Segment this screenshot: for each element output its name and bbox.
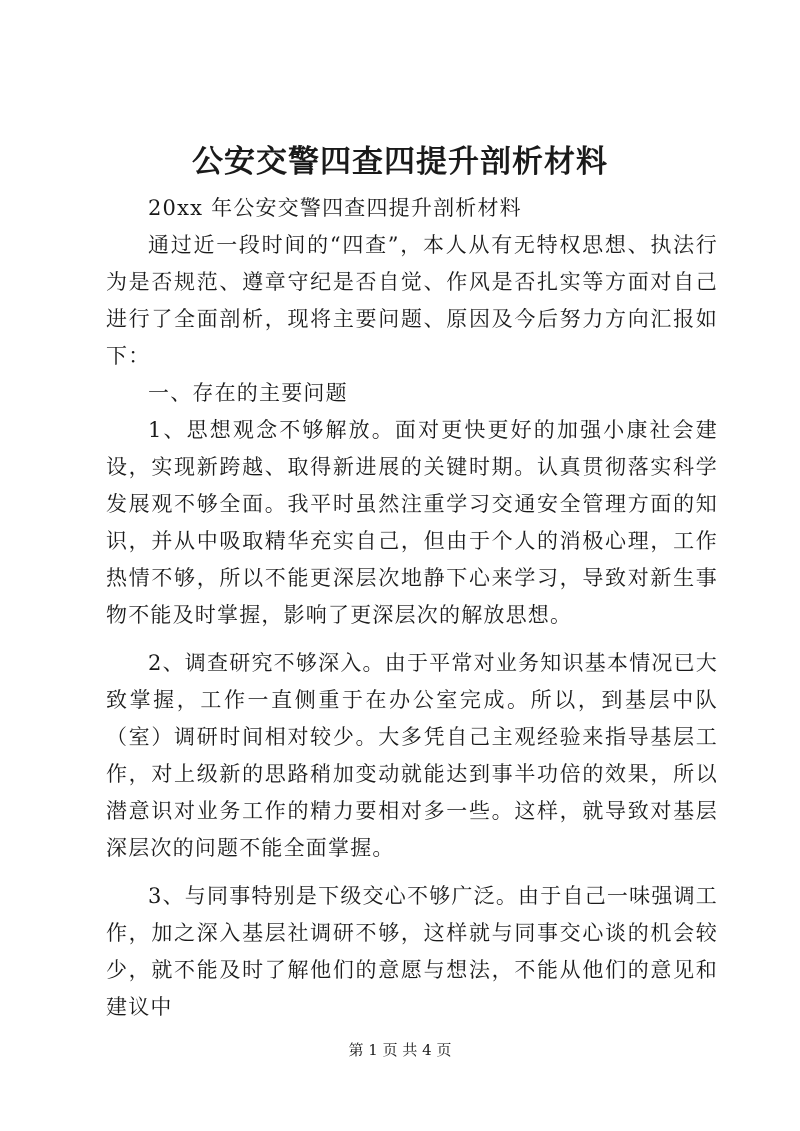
document-title: 公安交警四查四提升剖析材料 [192, 144, 608, 180]
subtitle-paragraph: 20xx 年公安交警四查四提升剖析材料 [148, 196, 522, 220]
problem-3-paragraph: 3、与同事特别是下级交心不够广泛。由于自己一味强调工作，加之深入基层社调研不够，这样就与同事交心谈的机会较少，就不能及时了解他们的意愿与想法，不能从他们的意见和建议中 [106, 884, 718, 1019]
page-footer: 第 1 页 共 4 页 [348, 1041, 452, 1059]
problem-2-paragraph: 2、调查研究不够深入。由于平常对业务知识基本情况已大致掌握，工作一直侧重于在办公室完成。所以，到基层中队（室）调研时间相对较少。大多凭自己主观经验来指导基层工作，对上级新的思路稍加变动就能达到事半功倍的效果，所以潜意识对业务工作的精力要相对多一些。这样，就导致对基层深层次的问题不能全面掌握。 [106, 651, 718, 860]
document-body [106, 190, 718, 1026]
section-heading: 一、存在的主要问题 [148, 381, 348, 405]
problem-1-paragraph: 1、思想观念不够解放。面对更快更好的加强小康社会建设，实现新跨越、取得新进展的关键时期。认真贯彻落实科学发展观不够全面。我平时虽然注重学习交通安全管理方面的知识，并从中吸取精华充实自己，但由于个人的消极心理，工作热情不够，所以不能更深层次地静下心来学习，导致对新生事物不能及时掌握，影响了更深层次的解放思想。 [106, 418, 718, 627]
intro-paragraph: 通过近一段时间的“四查”，本人从有无特权思想、执法行为是否规范、遵章守纪是否自觉、作风是否扎实等方面对自己进行了全面剖析，现将主要问题、原因及今后努力方向汇报如下： [106, 233, 718, 368]
